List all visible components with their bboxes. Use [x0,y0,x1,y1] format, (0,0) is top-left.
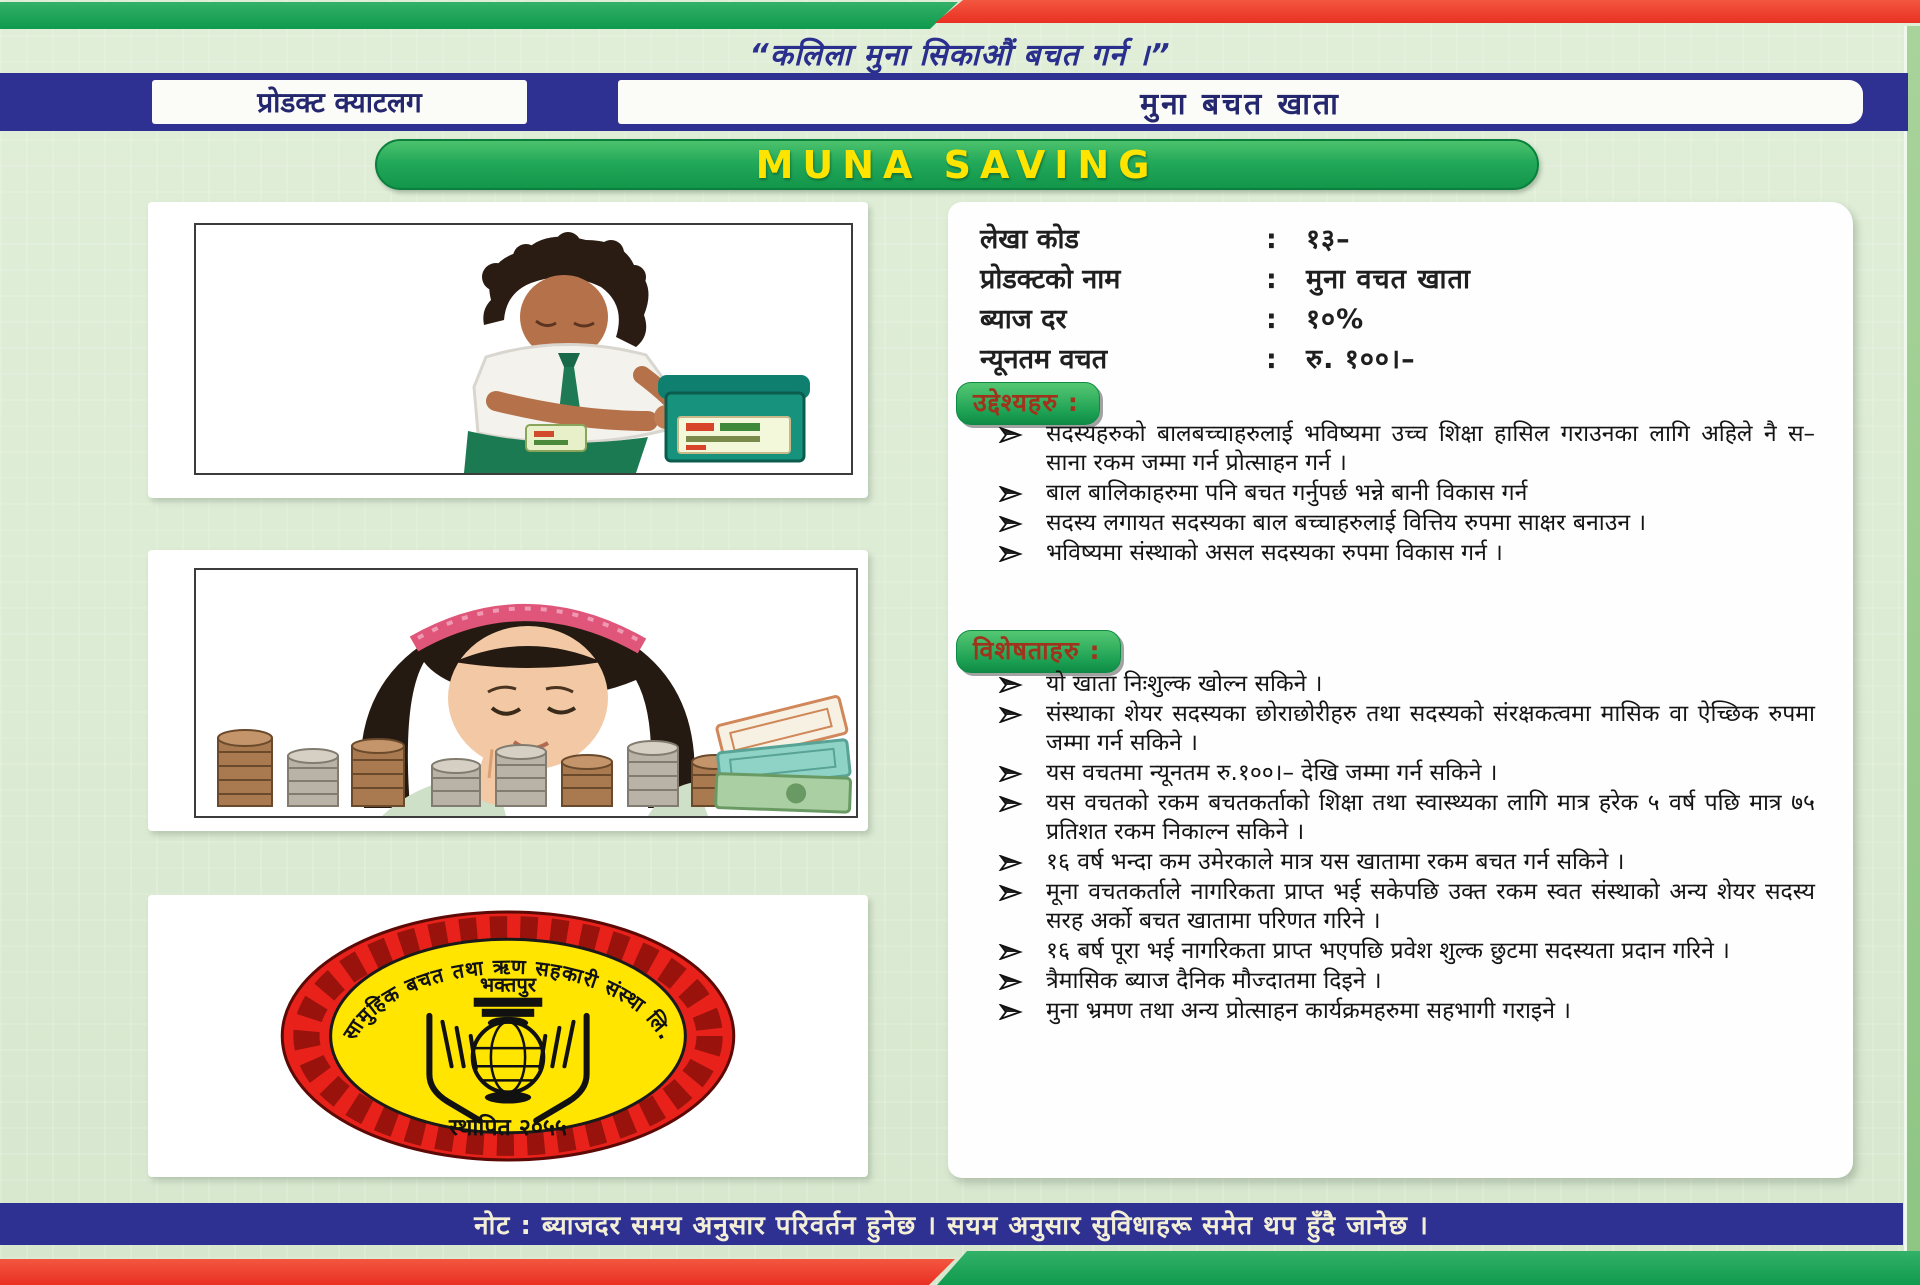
product-catalog-box: प्रोडक्ट क्याटलग [152,80,527,124]
list-item-text: सदस्यहरुको बालबच्चाहरुलाई भविष्यमा उच्च शिक्षा हासिल गराउनका लागि अहिले नै स–साना रकम जम्मा गर्न प्रोत्साहन गर्न । [1046,421,1815,476]
boy-illustration [196,225,851,473]
tagline: “कलिला मुना सिकाऔं बचत गर्न ।” [749,38,1171,73]
arrow-bullet-icon [996,789,1046,812]
note-bar [0,1203,1903,1245]
detail-value: रु. १००।– [1306,344,1416,375]
features-list [996,670,1815,1027]
arrow-bullet-icon [996,420,1046,443]
banner-title: MUNA SAVING [755,142,1159,187]
detail-label: प्रोडक्टको नाम [980,264,1121,295]
list-item-text: यस वचतमा न्यूनतम रु.१००।– देखि जम्मा गर्न सकिने । [1046,760,1498,786]
arrow-bullet-icon [996,878,1046,901]
detail-label: ब्याज दर [980,304,1067,335]
list-item [996,479,1815,508]
header-bar [0,73,1908,131]
detail-row-product-name [980,260,1813,300]
detail-separator: : [1266,344,1277,375]
photo-card-boy [148,202,868,498]
list-item [996,848,1815,877]
list-item-text: मूना वचतकर्ताले नागरिकता प्राप्त भई सकेपछि उक्त रकम स्वत संस्थाको अन्य शेयर सदस्य सरह अर्को बचत खातामा परिणत गरिने । [1046,879,1815,934]
note-text: नोट : ब्याजदर समय अनुसार परिवर्तन हुनेछ । सयम अनुसार सुविधाहरू समेत थप हुँदै जानेछ । [474,1211,1429,1241]
logo-card [148,895,868,1177]
cooperative-logo [273,907,743,1165]
detail-value: १०% [1306,304,1365,335]
logo-illustration [273,907,743,1165]
list-item-text: यस वचतको रकम बचतकर्ताको शिक्षा तथा स्वास्थ्यका लागि मात्र हरेक ५ वर्ष पछि मात्र ७५ प्रतिशत रकम निकाल्न सकिने । [1046,790,1815,845]
arrow-bullet-icon [996,937,1046,960]
list-item [996,670,1815,699]
detail-row-interest-rate [980,300,1813,340]
detail-label: न्यूनतम वचत [980,344,1108,375]
arrow-bullet-icon [996,509,1046,532]
detail-separator: : [1266,264,1277,295]
arrow-bullet-icon [996,759,1046,782]
list-item [996,878,1815,936]
list-item [996,539,1815,568]
account-details [980,220,1813,380]
list-item-text: त्रैमासिक ब्याज दैनिक मौज्दातमा दिइने । [1046,968,1382,994]
list-item-text: यो खाता निःशुल्क खोल्न सकिने । [1046,671,1323,697]
detail-label: लेखा कोड [980,224,1079,255]
arrow-bullet-icon [996,997,1046,1020]
product-detail-panel [948,202,1853,1178]
list-item-text: संस्थाका शेयर सदस्यका छोराछोरीहरु तथा सदस्यको संरक्षकत्वमा मासिक वा ऐच्छिक रुपमा जम्मा गर्न सकिने । [1046,701,1815,756]
detail-value: १३– [1306,224,1351,255]
arrow-bullet-icon [996,848,1046,871]
objectives-heading-badge: उद्देश्यहरु : [956,382,1100,425]
logo-place: भक्तपुर [479,972,537,997]
list-item [996,997,1815,1026]
list-item [996,759,1815,788]
list-item [996,967,1815,996]
list-item [996,420,1815,478]
list-item [996,509,1815,538]
account-name-box: मुना बचत खाता [618,80,1863,124]
list-item-text: भविष्यमा संस्थाको असल सदस्यका रुपमा विकास गर्न । [1046,540,1503,566]
girl-illustration [196,570,856,816]
arrow-bullet-icon [996,479,1046,502]
detail-row-minimum-saving [980,340,1813,380]
logo-established: स्थापित २०५५ [449,1113,567,1141]
arrow-bullet-icon [996,670,1046,693]
muna-saving-banner [375,139,1539,190]
list-item-text: १६ बर्ष पूरा भई नागरिकता प्राप्त भएपछि प्रवेश शुल्क छुटमा सदस्यता प्रदान गरिने । [1046,938,1730,964]
detail-separator: : [1266,304,1277,335]
arrow-bullet-icon [996,967,1046,990]
list-item-text: सदस्य लगायत सदस्यका बाल बच्चाहरुलाई वित्तिय रुपमा साक्षर बनाउन । [1046,510,1647,536]
objectives-list [996,420,1815,569]
list-item [996,700,1815,758]
logo-org-name: सामुहिक बचत तथा ऋण सहकारी संस्था लि. [337,954,679,1045]
photo-card-girl [148,550,868,831]
list-item [996,937,1815,966]
photo-boy-with-money-box [194,223,853,475]
list-item [996,789,1815,847]
list-item-text: मुना भ्रमण तथा अन्य प्रोत्साहन कार्यक्रमहरुमा सहभागी गराइने । [1046,998,1572,1024]
list-item-text: १६ वर्ष भन्दा कम उमेरकाले मात्र यस खातामा रकम बचत गर्न सकिने । [1046,849,1625,875]
detail-value: मुना वचत खाता [1306,264,1471,295]
photo-girl-stacking-coins [194,568,858,818]
right-edge-green-band [1904,26,1920,1285]
arrow-bullet-icon [996,700,1046,723]
detail-separator: : [1266,224,1277,255]
features-heading-badge: विशेषताहरु : [956,630,1121,673]
detail-row-account-code [980,220,1813,260]
list-item-text: बाल बालिकाहरुमा पनि बचत गर्नुपर्छ भन्ने बानी विकास गर्न [1046,480,1528,506]
arrow-bullet-icon [996,539,1046,562]
